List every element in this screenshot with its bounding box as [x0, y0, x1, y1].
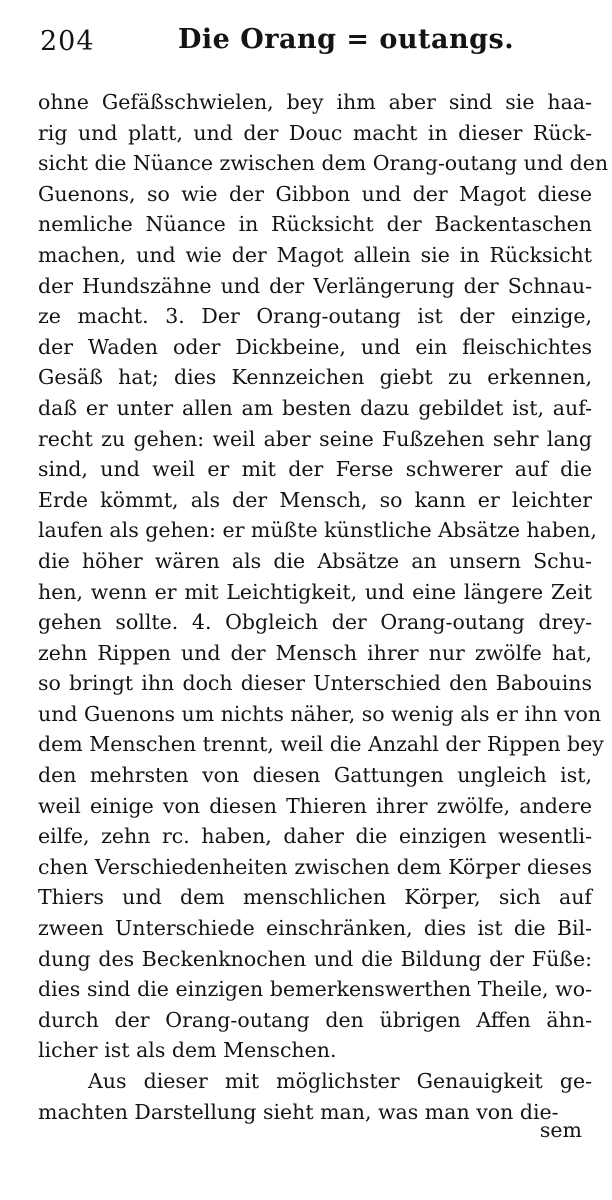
text-line: gehen sollte. 4. Obgleich der Orang-outang drey-: [38, 610, 592, 635]
text-line: nemliche Nüance in Rücksicht der Backentaschen: [38, 212, 592, 237]
text-line: weil einige von diesen Thieren ihrer zwölfe, andere: [38, 793, 592, 818]
text-line: machten Darstellung sieht man, was man von die-: [38, 1099, 559, 1124]
text-line: laufen als gehen: er müßte künstliche Absätze haben,: [38, 518, 597, 543]
text-line: daß er unter allen am besten dazu gebildet ist, auf-: [38, 395, 592, 420]
text-line: machen, und wie der Magot allein sie in Rücksicht: [38, 242, 592, 267]
text-line: sind, und weil er mit der Ferse schwerer auf die: [38, 457, 592, 482]
running-head: Die Orang = outangs.: [178, 24, 515, 55]
text-line: dung des Beckenknochen und die Bildung der Füße:: [38, 946, 592, 971]
text-line: hen, wenn er mit Leichtigkeit, und eine längere Zeit: [38, 579, 592, 604]
text-line: so bringt ihn doch dieser Unterschied den Babouins: [38, 671, 592, 696]
text-line: der Hundszähne und der Verlängerung der Schnau-: [38, 273, 592, 298]
page-header: [40, 22, 600, 62]
body-text: [38, 87, 609, 1127]
text-line: dies sind die einzigen bemerkenswerthen Theile, wo-: [38, 977, 592, 1002]
text-line: chen Verschiedenheiten zwischen dem Körper dieses: [38, 854, 592, 879]
text-line: die höher wären als die Absätze an unsern Schu-: [38, 548, 592, 573]
page-number: 204: [40, 26, 95, 57]
text-line: Erde kömmt, als der Mensch, so kann er leichter: [38, 487, 592, 512]
catchword: sem: [539, 1118, 582, 1142]
paragraph: [38, 1066, 592, 1127]
paragraph: [38, 87, 609, 1066]
text-line: zween Unterschiede einschränken, dies ist die Bil-: [38, 916, 592, 941]
text-line: Thiers und dem menschlichen Körper, sich auf: [38, 885, 592, 910]
text-line: den mehrsten von diesen Gattungen ungleich ist,: [38, 763, 592, 788]
text-line: ze macht. 3. Der Orang-outang ist der einzige,: [38, 304, 592, 329]
text-line: recht zu gehen: weil aber seine Fußzehen sehr lang: [38, 426, 592, 451]
text-line: dem Menschen trennt, weil die Anzahl der Rippen bey: [38, 732, 604, 757]
text-line: Aus dieser mit möglichster Genauigkeit ge-: [88, 1069, 592, 1093]
text-line: rig und platt, und der Douc macht in dieser Rück-: [38, 120, 592, 145]
text-line: Guenons, so wie der Gibbon und der Magot diese: [38, 181, 592, 206]
text-line: licher ist als dem Menschen.: [38, 1038, 337, 1063]
text-line: und Guenons um nichts näher, so wenig als er ihn von: [38, 701, 602, 726]
text-line: zehn Rippen und der Mensch ihrer nur zwölfe hat,: [38, 640, 592, 665]
text-line: sicht die Nüance zwischen dem Orang-outang und den: [38, 151, 609, 176]
text-line: Gesäß hat; dies Kennzeichen giebt zu erkennen,: [38, 365, 592, 390]
text-line: durch der Orang-outang den übrigen Affen ähn-: [38, 1007, 592, 1032]
text-line: ohne Gefäßschwielen, bey ihm aber sind sie haa-: [38, 90, 592, 114]
text-line: der Waden oder Dickbeine, und ein fleischichtes: [38, 334, 592, 359]
text-line: eilfe, zehn rc. haben, daher die einzigen wesentli-: [38, 824, 592, 849]
